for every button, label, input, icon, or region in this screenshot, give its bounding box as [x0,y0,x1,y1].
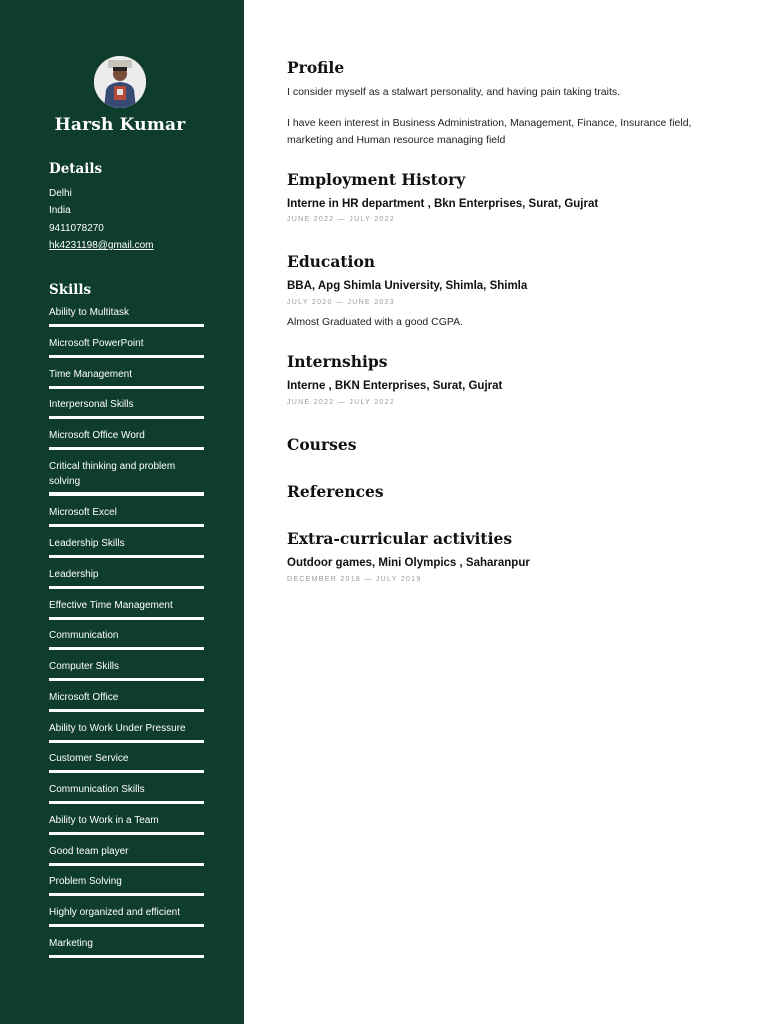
skill-item [49,845,204,866]
internships-heading: Internships [287,352,388,371]
extracurricular-entry-date: DECEMBER 2018 — JULY 2019 [287,576,422,583]
references-heading: References [287,482,384,501]
skill-label: Microsoft PowerPoint [49,338,144,349]
skill-label: Highly organized and efficient [49,907,181,918]
skill-label: Interpersonal Skills [49,399,134,410]
skill-level-bar [49,617,204,621]
profile-paragraph-2: I have keen interest in Business Administration, Management, Finance, Insurance field, marketing and Human resource managing field [287,117,692,146]
details-heading: Details [49,161,103,177]
skill-label: Computer Skills [49,661,120,672]
skill-label: Ability to Work Under Pressure [49,723,186,734]
skill-item [49,814,204,835]
skill-item [49,537,204,558]
skill-level-bar [49,770,204,774]
internship-entry-date: JUNE 2022 — JULY 2022 [287,399,395,406]
skill-item [49,368,204,389]
details-block [49,185,153,254]
skill-item [49,875,204,896]
profile-heading: Profile [287,58,345,77]
skill-label: Problem Solving [49,876,122,887]
skill-label: Critical thinking and problem solving [49,461,176,487]
skill-item [49,660,204,681]
skills-heading: Skills [49,282,92,298]
skill-level-bar [49,924,204,928]
details-email-link[interactable]: hk4231198@gmail.com [49,239,154,251]
skill-level-bar [49,678,204,682]
skill-level-bar [49,324,204,328]
sidebar [0,0,244,1024]
skill-level-bar [49,586,204,590]
skill-level-bar [49,893,204,897]
skill-label: Leadership [49,569,99,580]
skill-item [49,722,204,743]
extracurricular-heading: Extra-curricular activities [287,529,513,548]
skill-item [49,906,204,927]
employment-entry-date: JUNE 2022 — JULY 2022 [287,216,395,223]
skill-label: Effective Time Management [49,600,173,611]
skill-label: Microsoft Office [49,692,119,703]
skill-item [49,306,204,327]
employment-heading: Employment History [287,170,466,189]
skill-item [49,783,204,804]
education-entry-description: Almost Graduated with a good CGPA. [287,316,464,328]
skill-label: Communication [49,630,119,641]
education-entry-date: JULY 2020 — JUNE 2023 [287,299,395,306]
extracurricular-entry-title: Outdoor games, Mini Olympics , Saharanpur [287,557,530,569]
details-city: Delhi [49,188,72,199]
skill-label: Leadership Skills [49,538,125,549]
skill-item [49,937,204,958]
skill-item [49,337,204,358]
education-heading: Education [287,252,376,271]
skill-label: Ability to Multitask [49,307,130,318]
skill-level-bar [49,832,204,836]
skill-label: Time Management [49,369,132,380]
skill-item [49,506,204,527]
details-phone: 9411078270 [49,222,104,234]
skill-level-bar [49,447,204,451]
skill-item [49,599,204,620]
skill-item [49,752,204,773]
skill-label: Communication Skills [49,784,145,795]
skill-level-bar [49,740,204,744]
skill-label: Marketing [49,938,93,949]
skill-level-bar [49,709,204,713]
profile-paragraph-1: I consider myself as a stalwart personality, and having pain taking traits. [287,86,621,98]
skill-level-bar [49,524,204,528]
skill-level-bar [49,555,204,559]
skill-item [49,398,204,419]
skill-label: Customer Service [49,753,129,764]
skill-label: Microsoft Office Word [49,430,145,441]
skill-level-bar [49,801,204,805]
details-country: India [49,205,71,217]
skill-level-bar [49,355,204,359]
skill-level-bar [49,863,204,867]
candidate-name: Harsh Kumar [54,115,186,135]
skill-label: Good team player [49,846,129,857]
skill-level-bar [49,416,204,420]
education-entry-title: BBA, Apg Shimla University, Shimla, Shimla [287,280,528,292]
courses-heading: Courses [287,435,357,454]
skill-label: Microsoft Excel [49,507,117,518]
internship-entry-title: Interne , BKN Enterprises, Surat, Gujrat [287,380,503,392]
skill-item [49,460,204,496]
skill-level-bar [49,492,204,496]
employment-entry-title: Interne in HR department , Bkn Enterprises, Surat, Gujrat [287,198,599,210]
skill-level-bar [49,647,204,651]
avatar-photo-icon [94,56,146,108]
skill-label: Ability to Work in a Team [49,815,159,826]
skill-level-bar [49,955,204,959]
avatar [94,56,146,108]
skill-item [49,629,204,650]
skill-item [49,691,204,712]
skill-item [49,429,204,450]
skill-item [49,568,204,589]
skill-level-bar [49,386,204,390]
